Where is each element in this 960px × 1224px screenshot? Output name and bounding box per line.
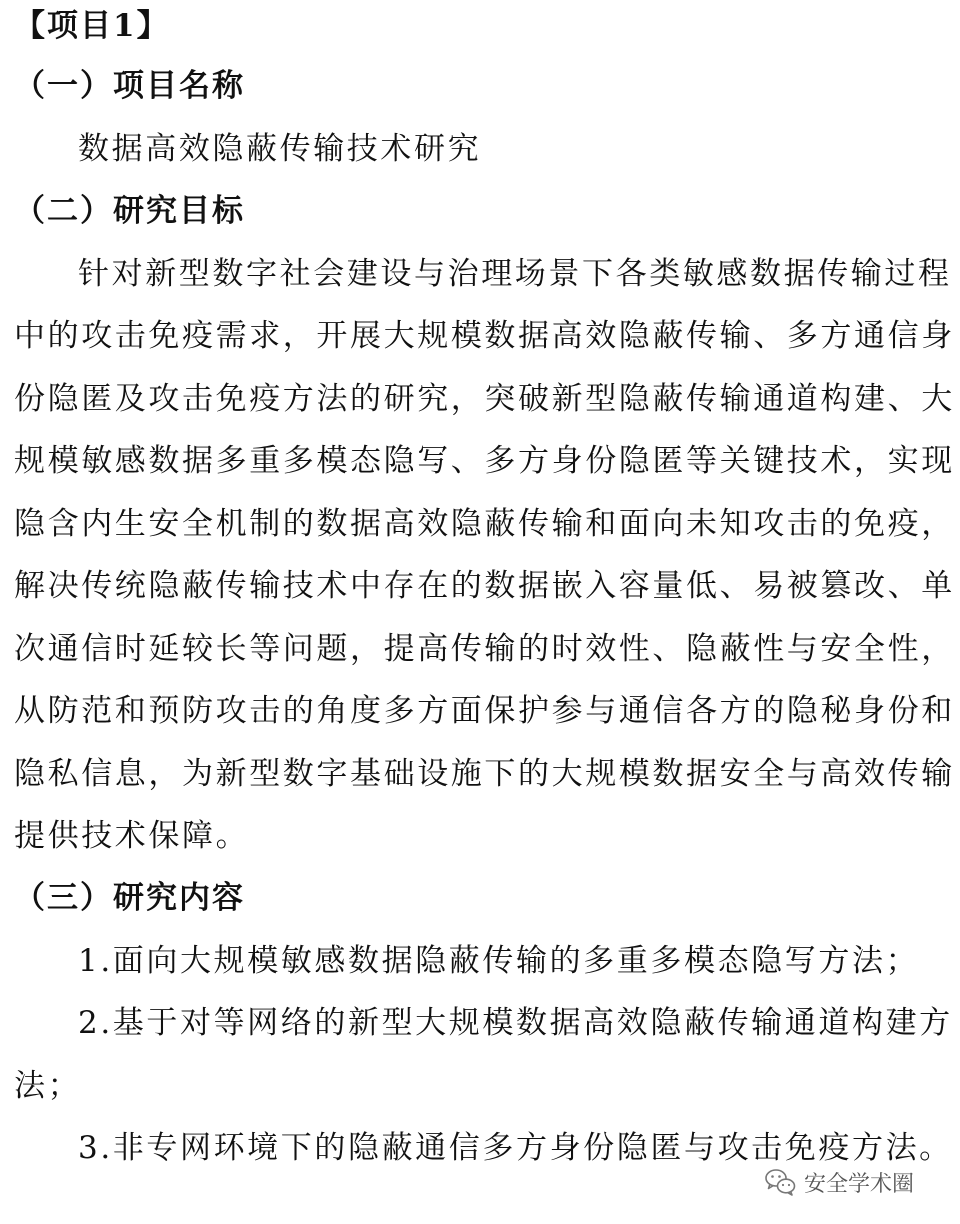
paragraph-line: 从防范和预防攻击的角度多方面保护参与通信各方的隐秘身份和 bbox=[14, 693, 955, 729]
list-item: 1.面向大规模敏感数据隐蔽传输的多重多模态隐写方法； bbox=[78, 943, 920, 979]
list-item: 2.基于对等网络的新型大规模数据高效隐蔽传输通道构建方 bbox=[78, 1005, 953, 1041]
wechat-icon bbox=[764, 1167, 796, 1197]
paragraph-line: 隐含内生安全机制的数据高效隐蔽传输和面向未知攻击的免疫， bbox=[14, 506, 955, 542]
section-3-heading: （三）研究内容 bbox=[14, 880, 245, 916]
list-item-continuation: 法； bbox=[14, 1068, 82, 1104]
paragraph-line: 中的攻击免疫需求，开展大规模数据高效隐蔽传输、多方通信身 bbox=[14, 318, 955, 354]
watermark-text: 安全学术圈 bbox=[804, 1171, 915, 1197]
section-1-heading: （一）项目名称 bbox=[14, 68, 245, 104]
project-label: 【项目1】 bbox=[14, 8, 170, 44]
paragraph-line: 规模敏感数据多重多模态隐写、多方身份隐匿等关键技术，实现 bbox=[14, 443, 955, 479]
paragraph-line: 解决传统隐蔽传输技术中存在的数据嵌入容量低、易被篡改、单 bbox=[14, 568, 955, 604]
paragraph-line: 隐私信息，为新型数字基础设施下的大规模数据安全与高效传输 bbox=[14, 756, 955, 792]
paragraph-line: 提供技术保障。 bbox=[14, 818, 250, 854]
paragraph-line: 针对新型数字社会建设与治理场景下各类敏感数据传输过程 bbox=[78, 256, 952, 292]
section-1-text: 数据高效隐蔽传输技术研究 bbox=[78, 131, 482, 167]
list-item: 3.非专网环境下的隐蔽通信多方身份隐匿与攻击免疫方法。 bbox=[78, 1130, 953, 1166]
paragraph-line: 次通信时延较长等问题，提高传输的时效性、隐蔽性与安全性， bbox=[14, 631, 955, 667]
paragraph-line: 份隐匿及攻击免疫方法的研究，突破新型隐蔽传输通道构建、大 bbox=[14, 381, 955, 417]
watermark bbox=[764, 1166, 914, 1198]
section-2-heading: （二）研究目标 bbox=[14, 193, 245, 229]
